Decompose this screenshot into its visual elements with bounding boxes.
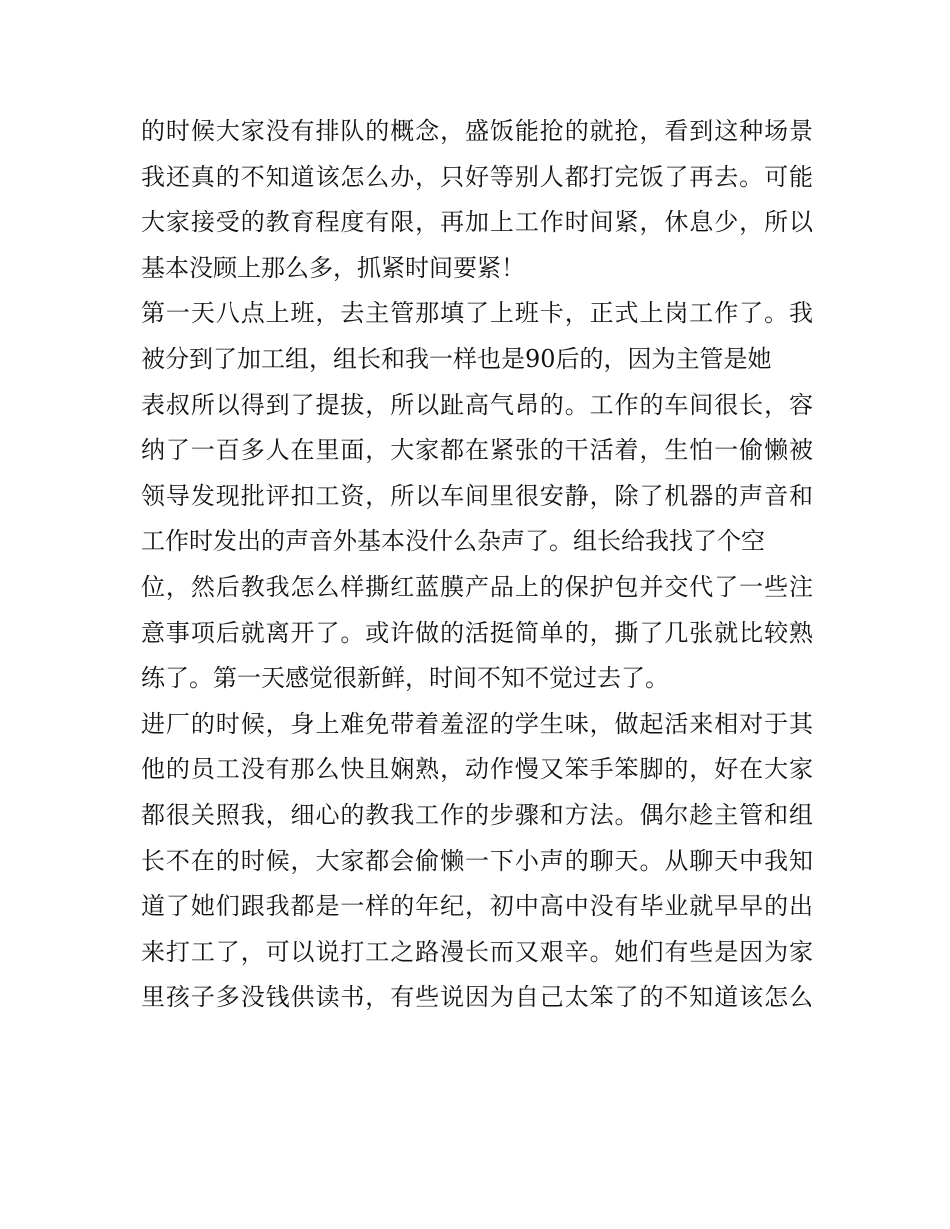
text-line: 他的员工没有那么快且娴熟，动作慢又笨手笨脚的，好在大家	[141, 755, 813, 784]
text-line: 领导发现批评扣工资，所以车间里很安静，除了机器的声音和	[141, 481, 813, 510]
text-line: 的时候大家没有排队的概念，盛饭能抢的就抢，看到这种场景	[141, 117, 813, 145]
text-line: 进厂的时候，身上难免带着羞涩的学生味，做起活来相对于其	[141, 709, 813, 738]
text-line: 都很关照我，细心的教我工作的步骤和方法。偶尔趁主管和组	[141, 800, 813, 829]
paragraph-1	[141, 109, 813, 291]
text-line: 被分到了加工组，组长和我一样也是90后的，因为主管是她	[141, 344, 772, 373]
document-body	[141, 109, 813, 1021]
text-line: 第一天八点上班，去主管那填了上班卡，正式上岗工作了。我	[141, 299, 813, 328]
paragraph-2	[141, 291, 813, 701]
text-line: 里孩子多没钱供读书，有些说因为自己太笨了的不知道该怎么	[141, 983, 813, 1012]
text-line: 来打工了，可以说打工之路漫长而又艰辛。她们有些是因为家	[141, 937, 813, 966]
text-line: 纳了一百多人在里面，大家都在紧张的干活着，生怕一偷懒被	[141, 436, 813, 465]
text-line: 基本没顾上那么多，抓紧时间要紧！	[141, 253, 525, 282]
text-line: 工作时发出的声音外基本没什么杂声了。组长给我找了个空	[141, 527, 765, 556]
text-line: 长不在的时候，大家都会偷懒一下小声的聊天。从聊天中我知	[141, 846, 813, 875]
text-line: 练了。第一天感觉很新鲜，时间不知不觉过去了。	[141, 664, 669, 693]
text-line: 大家接受的教育程度有限，再加上工作时间紧，休息少，所以	[141, 208, 813, 237]
paragraph-3	[141, 702, 813, 1021]
text-line: 我还真的不知道该怎么办，只好等别人都打完饭了再去。可能	[141, 162, 813, 191]
text-line: 表叔所以得到了提拔，所以趾高气昂的。工作的车间很长，容	[141, 390, 813, 419]
text-line: 意事项后就离开了。或许做的活挺简单的，撕了几张就比较熟	[141, 618, 813, 647]
text-line: 道了她们跟我都是一样的年纪，初中高中没有毕业就早早的出	[141, 892, 813, 921]
text-line: 位，然后教我怎么样撕红蓝膜产品上的保护包并交代了一些注	[141, 572, 813, 601]
